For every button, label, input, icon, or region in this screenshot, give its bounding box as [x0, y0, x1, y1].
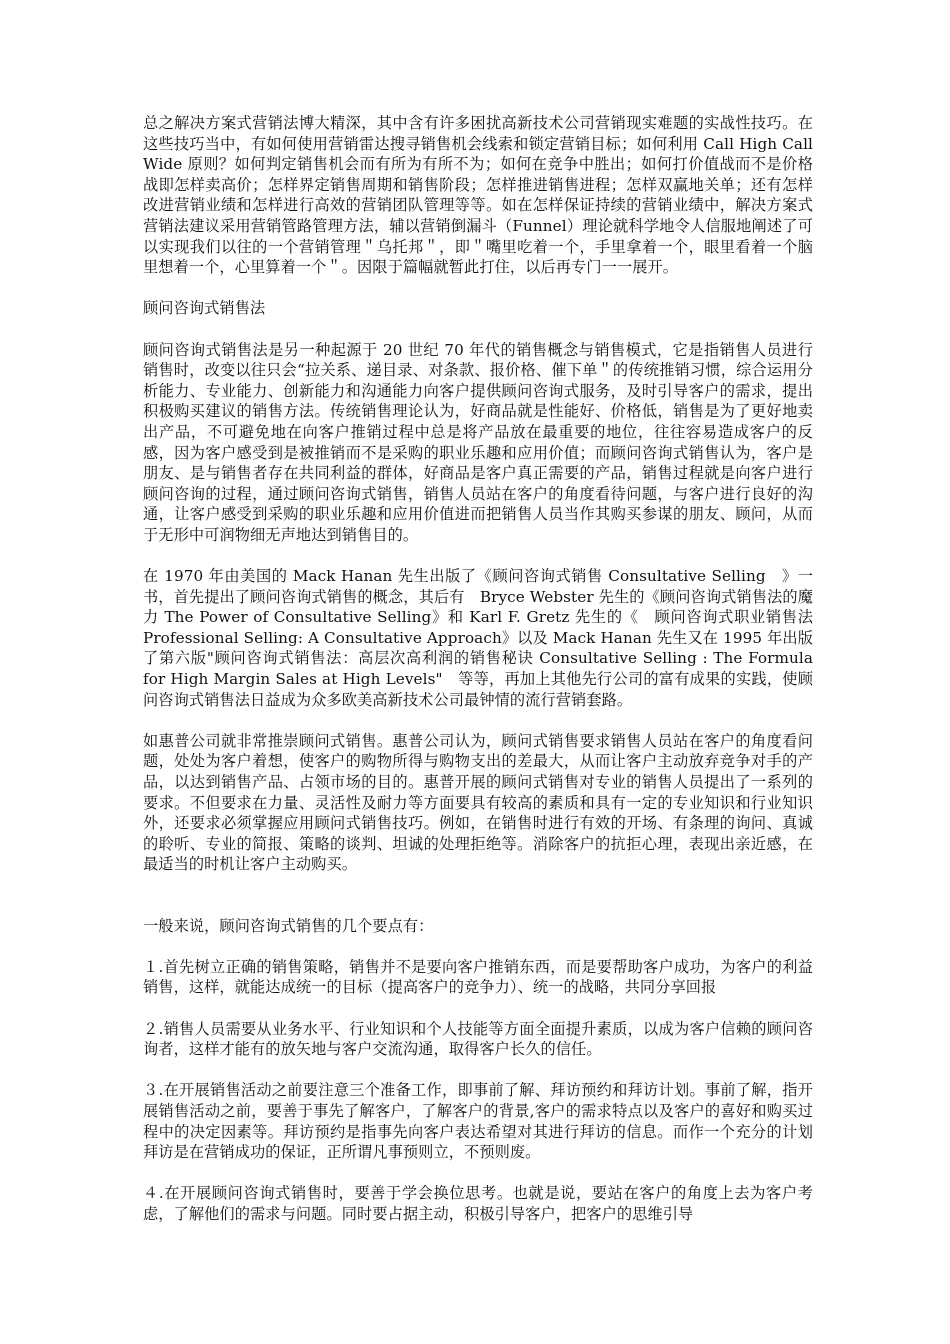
- section-heading-consultative-selling: 顾问咨询式销售法: [143, 299, 266, 318]
- document-body: [143, 113, 813, 1245]
- paragraph-solution-selling-summary: 总之解决方案式营销法博大精深，其中含有许多困扰高新技术公司营销现实难题的实战性技巧。在这些技巧当中，有如何使用营销雷达搜寻销售机会线索和锁定营销目标；如何利用 Call High Call Wide 原则？如何判定销售机会而有所为有所不为；如何在竞争中胜出；如何打价值战而不是价格战即怎样卖高价；怎样界定销售周期和销售阶段；怎样推进销售进程；怎样双赢地关单；还有怎样改进营销业绩和怎样进行高效的营销团队管理等等。如在怎样保证持续的营销业绩中，解决方案式营销法建议采用营销管路管理方法，辅以营销倒漏斗（Funnel）理论就科学地令人信服地阐述了可以实现我们以往的一个营销管理＂乌托邦＂，即＂嘴里吃着一个，手里拿着一个，眼里看着一个脑里想着一个，心里算着一个＂。因限于篇幅就暂此打住，以后再专门一一展开。: [143, 114, 813, 277]
- paragraph-key-points-intro: 一般来说，顾问咨询式销售的几个要点有：: [143, 916, 434, 935]
- list-item-point-2: ２.销售人员需要从业务水平、行业知识和个人技能等方面全面提升素质，以成为客户信赖的顾问咨询者，这样才能有的放矢地与客户交流沟通，取得客户长久的信任。: [143, 1019, 813, 1059]
- list-item-point-1: １.首先树立正确的销售策略，销售并不是要向客户推销东西，而是要帮助客户成功，为客户的利益销售，这样，就能达成统一的目标（提高客户的竞争力）、统一的战略，共同分享回报: [143, 957, 813, 997]
- paragraph-consultative-history: 在 1970 年由美国的 Mack Hanan 先生出版了《顾问咨询式销售 Consultative Selling 》一书，首先提出了顾问咨询式销售的概念，其后有 Bryce Webster 先生的《顾问咨询式销售法的魔力 The Power of Consultative Selling》和 Karl F. Gretz 先生的《 顾问咨询式职业销售法 Professional Selling: A Consultative Approach》以及 Mack Hanan 先生又在 1995 年出版了第六版"顾问咨询式销售法：高层次高利润的销售秘诀 Consultative Selling : The Formula for High Margin Sales at High Levels" 等等，再加上其他先行公司的富有成果的实践，使顾问咨询式销售法日益成为众多欧美高新技术公司最钟情的流行营销套路。: [143, 567, 813, 709]
- list-item-point-4: ４.在开展顾问咨询式销售时，要善于学会换位思考。也就是说，要站在客户的角度上去为客户考虑，了解他们的需求与问题。同时要占据主动，积极引导客户，把客户的思维引导: [143, 1184, 813, 1223]
- list-item-point-3: ３.在开展销售活动之前要注意三个准备工作，即事前了解、拜访预约和拜访计划。事前了解，指开展销售活动之前，要善于事先了解客户，了解客户的背景,客户的需求特点以及客户的喜好和购买过程中的决定因素等。拜访预约是指事先向客户表达希望对其进行拜访的信息。而作一个充分的计划拜访是在营销成功的保证，正所谓凡事预则立，不预则废。: [143, 1081, 813, 1162]
- paragraph-consultative-definition: 顾问咨询式销售法是另一种起源于 20 世纪 70 年代的销售概念与销售模式，它是指销售人员进行销售时，改变以往只会“拉关系、递目录、对条款、报价格、催下单＂的传统推销习惯，综合运用分析能力、专业能力、创新能力和沟通能力向客户提供顾问咨询式服务，及时引导客户的需求，提出积极购买建议的销售方法。传统销售理论认为，好商品就是性能好、价格低，销售是为了更好地卖出产品，不可避免地在向客户推销过程中总是将产品放在最重要的地位，往往容易造成客户的反感，因为客户感受到是被推销而不是采购的职业乐趣和应用价值；而顾问咨询式销售认为，客户是朋友、是与销售者存在共同利益的群体，好商品是客户真正需要的产品，销售过程就是向客户进行顾问咨询的过程，通过顾问咨询式销售，销售人员站在客户的角度看待问题，与客户进行良好的沟通，让客户感受到采购的职业乐趣和应用价值进而把销售人员当作其购买参谋的朋友、顾问，从而于无形中可润物细无声地达到销售目的。: [143, 340, 813, 544]
- paragraph-hp-example: 如惠普公司就非常推崇顾问式销售。惠普公司认为，顾问式销售要求销售人员站在客户的角度看问题，处处为客户着想，使客户的购物所得与购物支出的差最大，从而让客户主动放弃竞争对手的产品，以达到销售产品、占领市场的目的。惠普开展的顾问式销售对专业的销售人员提出了一系列的要求。不但要求在力量、灵活性及耐力等方面要具有较高的素质和具有一定的专业知识和行业知识外，还要求必须掌握应用顾问式销售技巧。例如，在销售时进行有效的开场、有条理的询问、真诚的聆听、专业的简报、策略的谈判、坦诚的处理拒绝等。消除客户的抗拒心理，表现出亲近感，在最适当的时机让客户主动购买。: [143, 731, 813, 874]
- blank-line: [143, 896, 813, 916]
